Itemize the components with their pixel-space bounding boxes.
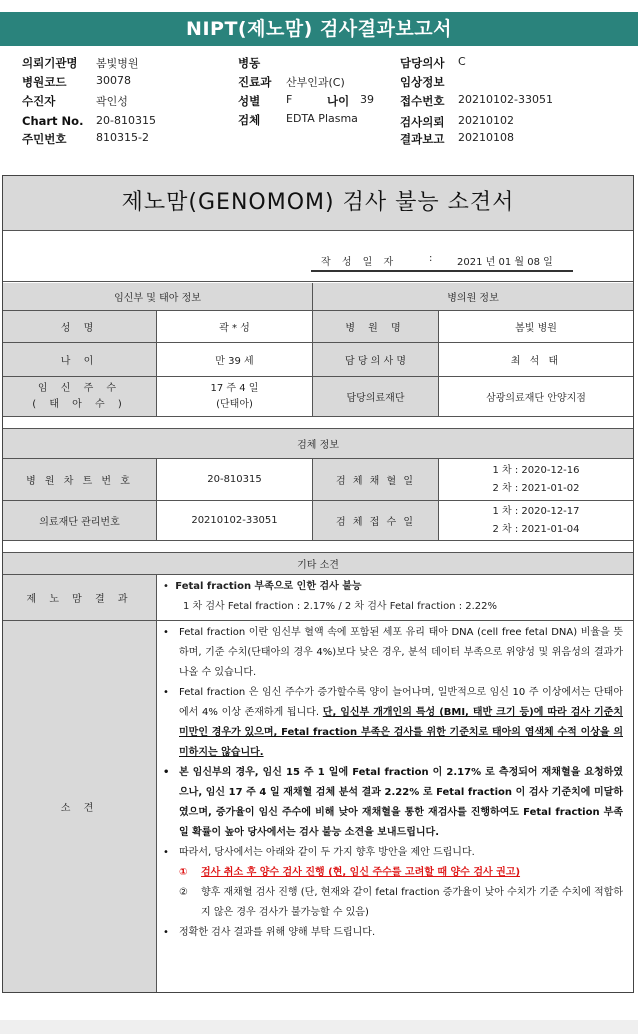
- info-label-patient: 수진자: [22, 94, 56, 108]
- info-label-department: 진료과: [238, 75, 272, 89]
- hospital-name-value: 봄빛 병원: [439, 311, 633, 343]
- option-1: [163, 863, 623, 883]
- weeks-value-line1: 17 주 4 일: [210, 382, 259, 394]
- info-label-test-request: 검사의뢰: [400, 115, 445, 129]
- opinion-text-5: 정확한 검사 결과를 위해 양해 부탁 드립니다.: [179, 927, 376, 938]
- weeks-value-line2: (단태아): [216, 398, 253, 410]
- result-detail: 1 차 검사 Fetal fraction : 2.17% / 2 차 검사 Fetal fraction : 2.22%: [183, 601, 498, 612]
- weeks-value: [157, 377, 313, 417]
- opinion-text-2b: 단, 임신부 개개인의 특성 (BMI, 태반 크기 등)에 따라 검사 기준치 미만인 경우가 있으며, Fetal fraction 부족은 검사를 위한 기준치로 태아의 염색체 수적 이상을 의미하지는 않습니다.: [179, 707, 624, 758]
- date-label: 작 성 일 자: [321, 257, 398, 268]
- info-value-resident-no: 810315-2: [96, 131, 149, 144]
- info-label-result-report: 결과보고: [400, 132, 445, 146]
- info-label-sex: 성별: [238, 94, 261, 108]
- info-value-receipt-no: 20210102-33051: [458, 93, 553, 106]
- opinion-paragraph-3: [163, 763, 623, 843]
- info-value-specimen: EDTA Plasma: [286, 112, 358, 125]
- info-value-requesting-org: 봄빛병원: [96, 57, 139, 70]
- opinion-paragraph-2: [163, 683, 623, 763]
- info-label-requesting-org: 의뢰기관명: [22, 56, 78, 70]
- other-findings-header: 기타 소견: [3, 553, 633, 575]
- option-1-text: 검사 취소 후 양수 검사 진행 (현, 임신 주수를 고려할 때 양수 검사 권고): [201, 867, 521, 878]
- spacer-2: [3, 541, 633, 553]
- foundation-label: 담당의료재단: [313, 377, 439, 417]
- info-value-test-request: 20210102: [458, 114, 514, 127]
- report-header-title: NIPT(제노맘) 검사결과보고서: [0, 12, 638, 46]
- info-value-sex: F: [286, 93, 293, 106]
- info-value-chart-no: 20-810315: [96, 114, 156, 127]
- opinion-text-4: 따라서, 당사에서는 아래와 같이 두 가지 향후 방안을 제안 드립니다.: [179, 847, 475, 858]
- info-label-receipt-no: 접수번호: [400, 94, 445, 108]
- info-value-age: 39: [360, 93, 374, 106]
- opinion-paragraph-5: [163, 923, 623, 943]
- opinion-text-1: Fetal fraction 이란 임신부 혈액 속에 포함된 세포 유리 태아 DNA (cell free fetal DNA) 비율을 뜻하며, 기준 수치(단태아의 경우 4%)보다 낮은 경우, 분석 데이터 부족으로 위양성 및 위음성의 결과가 나올 수 있습니다.: [179, 627, 623, 678]
- management-number-value: 20210102-33051: [157, 501, 313, 541]
- bullet-mark: •: [163, 687, 169, 698]
- result-bullet-mark: •: [163, 581, 169, 592]
- bullet-mark: •: [163, 847, 169, 858]
- opinion-text-3: 본 임신부의 경우, 임신 15 주 1 일에 Fetal fraction 이 2.17% 로 측정되어 재채혈을 요청하였으나, 임신 17 주 4 일 재채혈 검체 분석 결과 2.22% 로 Fetal fraction 이 검사 기준치에 미달하였으며, 증가율이 임신 주수에 비해 낮아 재채혈을 통한 재검사를 진행하여도 Fetal fraction 부족일 확률이 높아 당사에서는 검사 불능 소견을 보내드립니다.: [179, 767, 623, 838]
- option-2-text: 향후 재채혈 검사 진행 (단, 현재와 같이 fetal fraction 증가율이 낮아 수치가 기준 수치에 적합하지 않은 경우 검사가 불가능할 수 있음): [201, 887, 623, 918]
- foundation-value: 삼광의료재단 안양지점: [439, 377, 633, 417]
- info-value-hospital-code: 30078: [96, 74, 131, 87]
- collection-date-2: 2 차 : 2021-01-02: [492, 482, 580, 494]
- age-label: 나 이: [3, 343, 157, 377]
- hospital-name-label: 병 원 명: [313, 311, 439, 343]
- info-label-doctor: 담당의사: [400, 56, 445, 70]
- receipt-date-label: 검 체 접 수 일: [313, 501, 439, 541]
- date-value: 2021 년 01 월 08 일: [457, 257, 553, 268]
- receipt-date-2: 2 차 : 2021-01-04: [492, 523, 580, 535]
- option-1-mark: ①: [179, 867, 188, 878]
- chart-number-label: 병 원 차 트 번 호: [3, 459, 157, 501]
- management-number-label: 의료재단 관리번호: [3, 501, 157, 541]
- receipt-dates: [439, 501, 633, 541]
- info-label-age: 나이: [327, 94, 350, 108]
- info-label-ward: 병동: [238, 56, 261, 70]
- report-title: 제노맘(GENOMOM) 검사 불능 소견서: [3, 176, 633, 231]
- spacer-1: [3, 417, 633, 429]
- opinion-paragraph-1: [163, 623, 623, 683]
- specimen-info-header: 검체 정보: [3, 429, 633, 459]
- report-document: [2, 175, 634, 993]
- doctor-label: 담 당 의 사 명: [313, 343, 439, 377]
- page-bottom-strip: [0, 1020, 638, 1034]
- opinion-content: [163, 623, 623, 943]
- doctor-value: 최 석 태: [439, 343, 633, 377]
- option-2: [163, 883, 623, 923]
- info-value-doctor: C: [458, 55, 466, 68]
- collection-date-1: 1 차 : 2020-12-16: [492, 464, 580, 476]
- name-value: 곽 * 성: [157, 311, 313, 343]
- opinion-text-2a: Fetal fraction 은 임신 주수가 증가할수록 양이 늘어나며, 일반적으로 임신 10 주 이상에서는 단태아에서 4% 이상 존재하게 됩니다.: [179, 687, 623, 718]
- hospital-info-header: 병의원 정보: [313, 283, 633, 311]
- info-value-department: 산부인과(C): [286, 76, 345, 89]
- info-label-chart-no: Chart No.: [22, 114, 84, 128]
- receipt-date-1: 1 차 : 2020-12-17: [492, 505, 580, 517]
- result-content: [163, 577, 497, 617]
- result-label: 제 노 맘 결 과: [3, 575, 157, 621]
- collection-dates: [439, 459, 633, 501]
- date-colon: :: [429, 253, 433, 264]
- date-row: [3, 230, 633, 282]
- pregnancy-info-header: 임신부 및 태아 정보: [3, 283, 313, 311]
- result-bullet-text: Fetal fraction 부족으로 인한 검사 불능: [175, 581, 362, 592]
- name-label: 성 명: [3, 311, 157, 343]
- collection-date-label: 검 체 채 혈 일: [313, 459, 439, 501]
- info-label-specimen: 검체: [238, 113, 261, 127]
- info-value-patient: 곽인성: [96, 95, 128, 108]
- info-label-resident-no: 주민번호: [22, 132, 67, 146]
- info-value-result-report: 20210108: [458, 131, 514, 144]
- chart-number-value: 20-810315: [157, 459, 313, 501]
- bullet-mark: •: [163, 627, 169, 638]
- bullet-mark: •: [163, 927, 169, 938]
- weeks-label: [3, 377, 157, 417]
- opinion-paragraph-4: [163, 843, 623, 863]
- bullet-mark: •: [163, 767, 170, 778]
- info-label-clinical-info: 임상정보: [400, 75, 445, 89]
- opinion-label: 소 견: [3, 621, 157, 992]
- patient-info-block: [0, 55, 638, 155]
- option-2-mark: ②: [179, 887, 188, 898]
- weeks-label-line2: ( 태 아 수 ): [32, 398, 127, 410]
- weeks-label-line1: 임 신 주 수: [37, 382, 122, 394]
- age-value: 만 39 세: [157, 343, 313, 377]
- info-label-hospital-code: 병원코드: [22, 75, 67, 89]
